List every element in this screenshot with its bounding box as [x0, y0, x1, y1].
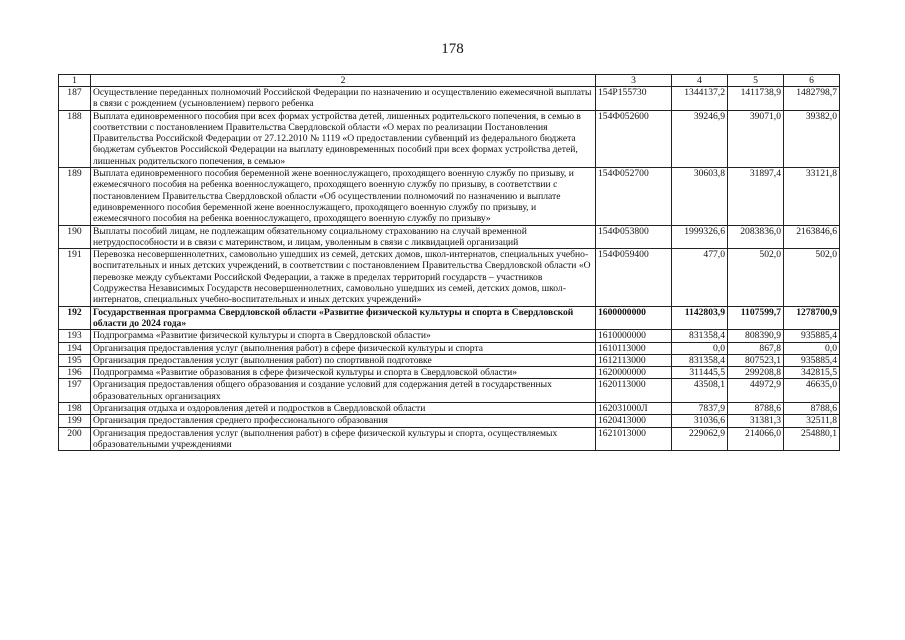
- row-code: 154Ф059400: [596, 249, 672, 306]
- row-number: 194: [59, 342, 91, 354]
- row-code: 154P155730: [596, 87, 672, 111]
- table-row: [59, 403, 840, 415]
- row-value-col4: 31036,6: [672, 415, 728, 427]
- row-number: 192: [59, 306, 91, 330]
- row-value-col6: 2163846,6: [784, 225, 840, 249]
- row-value-col5: 2083836,0: [728, 225, 784, 249]
- row-value-col6: 1278700,9: [784, 306, 840, 330]
- table-row: [59, 87, 840, 111]
- header-col-4: 4: [672, 75, 728, 87]
- row-number: 200: [59, 427, 91, 451]
- row-value-col6: 0,0: [784, 342, 840, 354]
- page-number: 178: [441, 41, 464, 57]
- row-value-col4: 1344137,2: [672, 87, 728, 111]
- header-col-6: 6: [784, 75, 840, 87]
- row-value-col6: 342815,5: [784, 367, 840, 379]
- row-value-col6: 8788,6: [784, 403, 840, 415]
- header-col-2: 2: [91, 75, 596, 87]
- row-description: Перевозка несовершеннолетних, самовольно ушедших из семей, детских домов, школ-интернатов, специальных учебно-воспитательных и иных детских учреждений, в соответствии с постановлением Правительства Свердловской области «О перевозке между субъектами Российской Федерации, а также в пределах территорий государств – участников Содружества Независимых Государств несовершеннолетних, самовольно ушедших из семей, детских домов, школ-интернатов, специальных учебно-воспитательных и иных детских учреждений»: [91, 249, 596, 306]
- table-header-row: [59, 75, 840, 87]
- header-col-5: 5: [728, 75, 784, 87]
- row-description: Организация предоставления среднего профессионального образования: [91, 415, 596, 427]
- row-code: 162031000Л: [596, 403, 672, 415]
- row-value-col6: 502,0: [784, 249, 840, 306]
- row-value-col4: 1999326,6: [672, 225, 728, 249]
- row-value-col5: 1107599,7: [728, 306, 784, 330]
- table-row: [59, 367, 840, 379]
- row-description: Выплата единовременного пособия при всех формах устройства детей, лишенных родительского попечения, в семью в соответствии с постановлением Правительства Свердловской области «О мерах по реализации Постановления Правительства Российской Федерации от 27.12.2010 № 1119 «О предоставлении субвенций из федерального бюджета бюджетам субъектов Российской Федерации на выплату единовременных пособий при всех формах устройства детей, лишенных родительского попечения, в семью»: [91, 110, 596, 167]
- row-value-col6: 39382,0: [784, 110, 840, 167]
- row-description: Подпрограмма «Развитие физической культуры и спорта в Свердловской области»: [91, 330, 596, 342]
- row-value-col4: 7837,9: [672, 403, 728, 415]
- row-value-col5: 867,8: [728, 342, 784, 354]
- row-code: 1620000000: [596, 367, 672, 379]
- row-code: 1600000000: [596, 306, 672, 330]
- row-number: 195: [59, 354, 91, 366]
- row-value-col5: 31381,3: [728, 415, 784, 427]
- row-value-col6: 46635,0: [784, 379, 840, 403]
- table-row: [59, 415, 840, 427]
- row-value-col6: 935885,4: [784, 330, 840, 342]
- row-number: 190: [59, 225, 91, 249]
- row-code: 1620113000: [596, 379, 672, 403]
- row-code: 1621013000: [596, 427, 672, 451]
- row-value-col4: 1142803,9: [672, 306, 728, 330]
- header-col-3: 3: [596, 75, 672, 87]
- row-value-col5: 31897,4: [728, 168, 784, 225]
- row-description: Организация предоставления услуг (выполнения работ) в сфере физической культуры и спорта: [91, 342, 596, 354]
- table-row: [59, 330, 840, 342]
- row-description: Организация предоставления общего образования и создание условий для содержания детей в государственных образовательных организациях: [91, 379, 596, 403]
- table-row: [59, 379, 840, 403]
- row-description: Организация предоставления услуг (выполнения работ) в сфере физической культуры и спорта, осуществляемых образовательными учреждениями: [91, 427, 596, 451]
- row-number: 187: [59, 87, 91, 111]
- row-value-col5: 8788,6: [728, 403, 784, 415]
- row-value-col4: 831358,4: [672, 354, 728, 366]
- row-value-col5: 214066,0: [728, 427, 784, 451]
- row-value-col5: 299208,8: [728, 367, 784, 379]
- table-row: [59, 110, 840, 167]
- row-value-col4: 477,0: [672, 249, 728, 306]
- row-description: Подпрограмма «Развитие образования в сфере физической культуры и спорта в Свердловской области»: [91, 367, 596, 379]
- row-value-col5: 807523,1: [728, 354, 784, 366]
- table-row: [59, 342, 840, 354]
- table-row: [59, 249, 840, 306]
- header-col-1: 1: [59, 75, 91, 87]
- table-row: [59, 354, 840, 366]
- row-number: 189: [59, 168, 91, 225]
- row-value-col5: 502,0: [728, 249, 784, 306]
- row-value-col4: 0,0: [672, 342, 728, 354]
- table-body: [59, 87, 840, 451]
- row-number: 199: [59, 415, 91, 427]
- budget-table: [58, 74, 840, 451]
- row-number: 188: [59, 110, 91, 167]
- row-value-col5: 44972,9: [728, 379, 784, 403]
- row-code: 1610000000: [596, 330, 672, 342]
- row-value-col6: 935885,4: [784, 354, 840, 366]
- row-code: 1612113000: [596, 354, 672, 366]
- row-description: Государственная программа Свердловской области «Развитие физической культуры и спорта в Свердловской области до 2024 года»: [91, 306, 596, 330]
- row-value-col6: 32511,8: [784, 415, 840, 427]
- row-value-col5: 1411738,9: [728, 87, 784, 111]
- table-row: [59, 306, 840, 330]
- row-value-col5: 39071,0: [728, 110, 784, 167]
- row-description: Выплаты пособий лицам, не подлежащим обязательному социальному страхованию на случай временной нетрудоспособности и в связи с материнством, и лицам, уволенным в связи с ликвидацией организаций: [91, 225, 596, 249]
- table-row: [59, 225, 840, 249]
- row-value-col4: 39246,9: [672, 110, 728, 167]
- row-number: 197: [59, 379, 91, 403]
- row-code: 1610113000: [596, 342, 672, 354]
- row-description: Организация отдыха и оздоровления детей и подростков в Свердловской области: [91, 403, 596, 415]
- row-value-col4: 30603,8: [672, 168, 728, 225]
- row-value-col4: 831358,4: [672, 330, 728, 342]
- row-value-col6: 33121,8: [784, 168, 840, 225]
- row-number: 196: [59, 367, 91, 379]
- row-description: Осуществление переданных полномочий Российской Федерации по назначению и осуществлению ежемесячной выплаты в связи с рождением (усыновлением) первого ребенка: [91, 87, 596, 111]
- table-row: [59, 427, 840, 451]
- row-description: Организация предоставления услуг (выполнения работ) по спортивной подготовке: [91, 354, 596, 366]
- row-code: 154Ф053800: [596, 225, 672, 249]
- row-value-col6: 1482798,7: [784, 87, 840, 111]
- row-number: 198: [59, 403, 91, 415]
- row-code: 154Ф052600: [596, 110, 672, 167]
- row-code: 154Ф052700: [596, 168, 672, 225]
- row-number: 193: [59, 330, 91, 342]
- table-row: [59, 168, 840, 225]
- row-value-col5: 808390,9: [728, 330, 784, 342]
- row-value-col4: 311445,5: [672, 367, 728, 379]
- row-value-col4: 43508,1: [672, 379, 728, 403]
- row-description: Выплата единовременного пособия беременной жене военнослужащего, проходящего военную службу по призыву, и ежемесячного пособия на ребенка военнослужащего, проходящего военную службу по призыву, в соответствии с постановлением Правительства Свердловской области «Об осуществлении полномочий по назначению и выплате единовременного пособия беременной жене военнослужащего, проходящего военную службу по призыву, и ежемесячного пособия на ребенка военнослужащего, проходящего военную службу по призыву»: [91, 168, 596, 225]
- row-code: 1620413000: [596, 415, 672, 427]
- row-value-col6: 254880,1: [784, 427, 840, 451]
- row-value-col4: 229062,9: [672, 427, 728, 451]
- row-number: 191: [59, 249, 91, 306]
